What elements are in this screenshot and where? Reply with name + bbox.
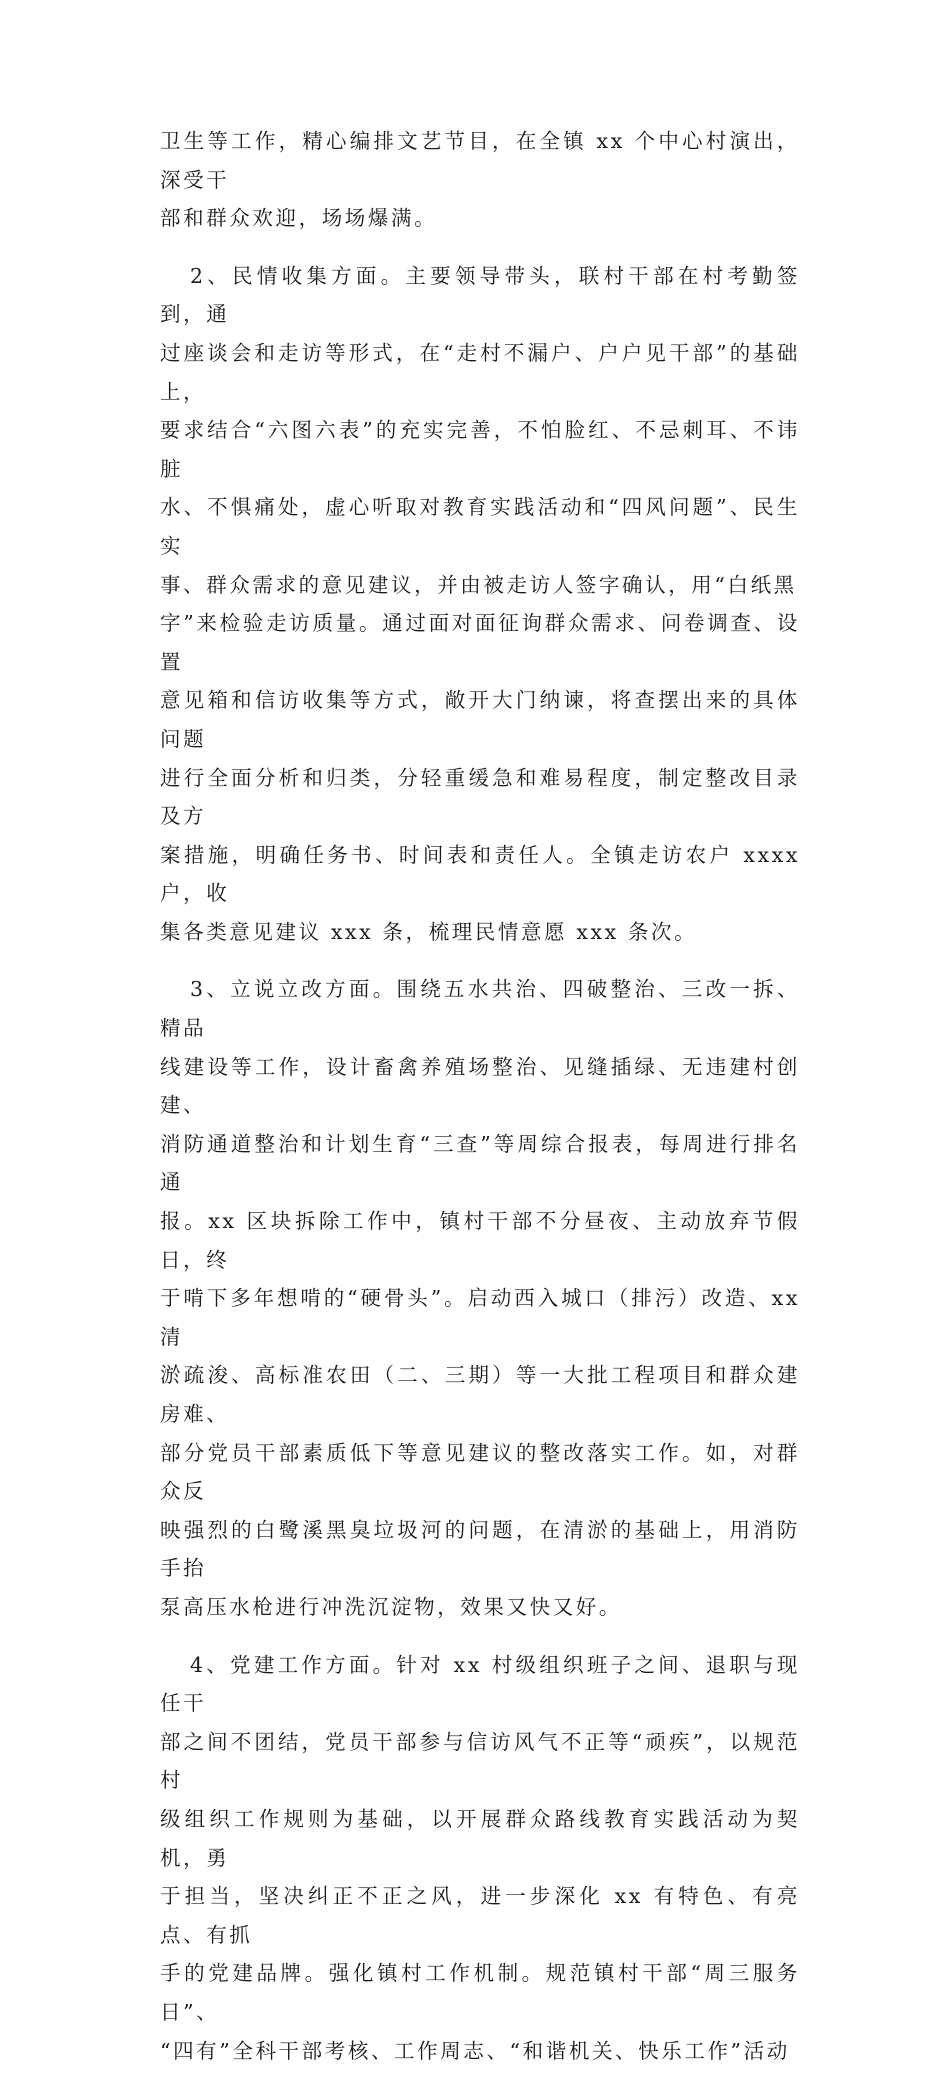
paragraph-4-party-building (160, 1646, 800, 2071)
text-line: 3、立说立改方面。围绕五水共治、四破整治、三改一拆、精品 (160, 977, 800, 1041)
text-line: 2、民情收集方面。主要领导带头，联村干部在村考勤签到，通 (160, 263, 800, 327)
text-line: 映强烈的白鹭溪黑臭垃圾河的问题，在清淤的基础上，用消防手抬 (160, 1517, 800, 1581)
paragraph-2-public-opinion (160, 257, 800, 952)
paragraph-3-rectification (160, 970, 800, 1626)
text-line: 过座谈会和走访等形式，在“走村不漏户、户户见干部”的基础上， (160, 340, 800, 404)
text-line: 集各类意见建议 xxx 条，梳理民情意愿 xxx 条次。 (160, 919, 698, 944)
text-line: 淤疏浚、高标准农田（二、三期）等一大批工程项目和群众建房难、 (160, 1363, 800, 1426)
text-line: 事、群众需求的意见建议，并由被走访人签字确认，用“白纸黑 (160, 572, 797, 597)
text-line: 4、党建工作方面。针对 xx 村级组织班子之间、退职与现任干 (160, 1652, 800, 1716)
text-line: 报。xx 区块拆除工作中，镇村干部不分昼夜、主动放弃节假日，终 (160, 1209, 800, 1272)
text-line: 于啃下多年想啃的“硬骨头”。启动西入城口（排污）改造、xx 清 (160, 1286, 800, 1349)
text-line: 卫生等工作，精心编排文艺节目，在全镇 xx 个中心村演出，深受干 (160, 129, 800, 192)
text-line: 水、不惧痛处，虚心听取对教育实践活动和“四风问题”、民生实 (160, 495, 800, 558)
text-line: 要求结合“六图六表”的充实完善，不怕脸红、不忌刺耳、不讳脏 (160, 418, 800, 481)
document-body (160, 122, 800, 2089)
text-line: 手的党建品牌。强化镇村工作机制。规范镇村干部“周三服务日”、 (160, 1961, 800, 2024)
text-line: 部和群众欢迎，场场爆满。 (160, 206, 438, 231)
text-line: 线建设等工作，设计畜禽养殖场整治、见缝插绿、无违建村创建、 (160, 1054, 800, 1118)
text-line: 部之间不团结，党员干部参与信访风气不正等“顽疾”，以规范村 (160, 1729, 800, 1793)
text-line: 级组织工作规则为基础，以开展群众路线教育实践活动为契机，勇 (160, 1806, 800, 1870)
text-line: 泵高压水枪进行冲洗沉淀物，效果又快又好。 (160, 1594, 622, 1619)
paragraph-continued (160, 122, 800, 238)
text-line: 消防通道整治和计划生育“三查”等周综合报表，每周进行排名通 (160, 1131, 800, 1195)
text-line: 字”来检验走访质量。通过面对面征询群众需求、问卷调查、设置 (160, 611, 800, 674)
text-line: 案措施，明确任务书、时间表和责任人。全镇走访农户 xxxx 户，收 (160, 842, 800, 906)
text-line: 部分党员干部素质低下等意见建议的整改落实工作。如，对群众反 (160, 1440, 800, 1504)
text-line: 进行全面分析和归类，分轻重缓急和难易程度，制定整改目录及方 (160, 765, 800, 829)
text-line: 于担当，坚决纠正不正之风，进一步深化 xx 有特色、有亮点、有抓 (160, 1884, 800, 1947)
text-line: 意见箱和信访收集等方式，敞开大门纳谏，将查摆出来的具体问题 (160, 688, 800, 751)
text-line: “四有”全科干部考核、工作周志、“和谐机关、快乐工作”活动 (160, 2038, 790, 2063)
